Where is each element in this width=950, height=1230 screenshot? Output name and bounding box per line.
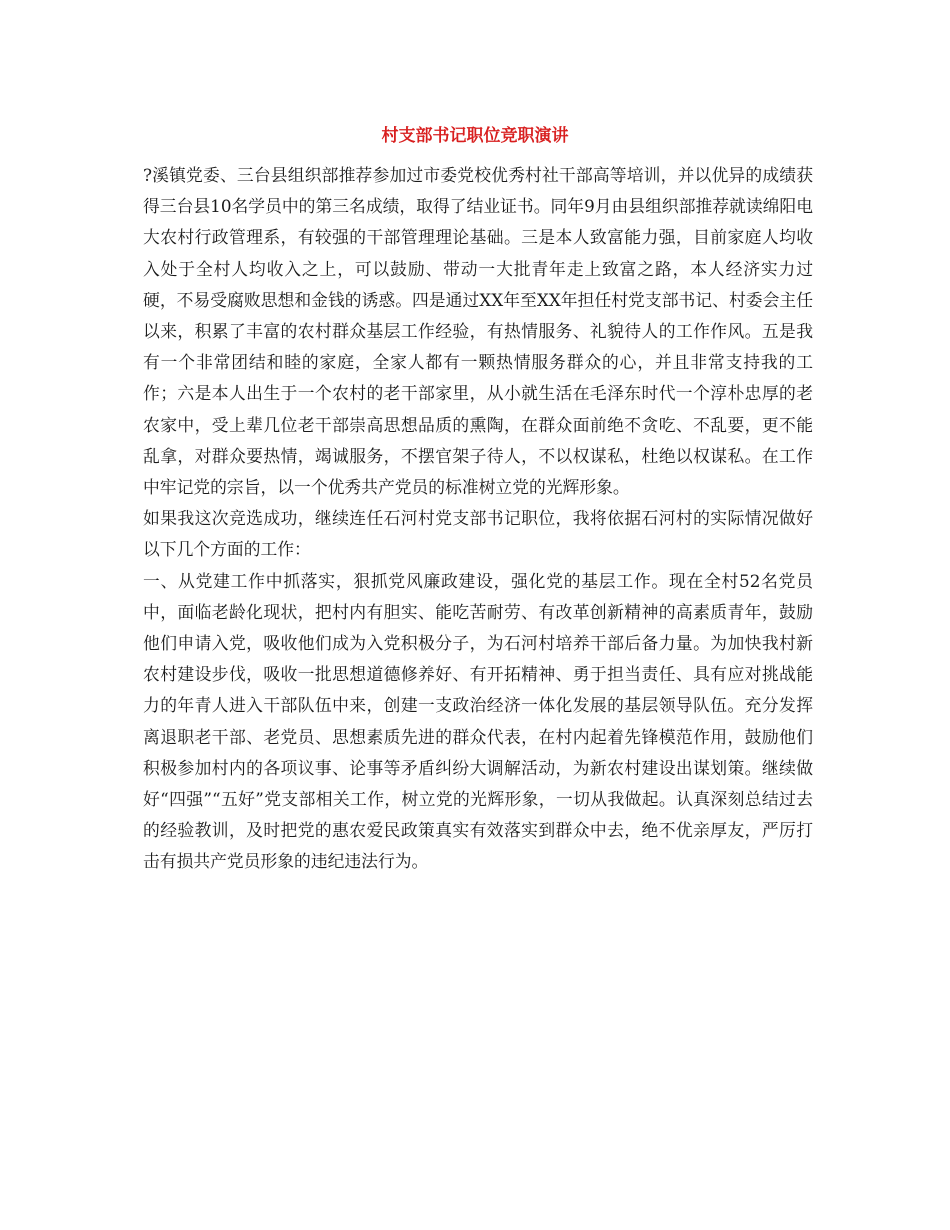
paragraph-2: 如果我这次竞选成功，继续连任石河村党支部书记职位，我将依据石河村的实际情况做好以下几个方面的工作： <box>143 508 813 560</box>
document-title: 村支部书记职位竞职演讲 <box>381 126 569 146</box>
paragraph-3: 一、从党建工作中抓落实，狠抓党风廉政建设，强化党的基层工作。现在全村52名党员中，面临老龄化现状，把村内有胆实、能吃苦耐劳、有改革创新精神的高素质青年，鼓励他们申请入党，吸收他们成为入党积极分子，为石河村培养干部后备力量。为加快我村新农村建设步伐，吸收一批思想道德修养好、有开拓精神、勇于担当责任、具有应对挑战能力的年青人进入干部队伍中来，创建一支政治经济一体化发展的基层领导队伍。充分发挥离退职老干部、老党员、思想素质先进的群众代表，在村内起着先锋模范作用，鼓励他们积极参加村内的各项议事、论事等矛盾纠纷大调解活动，为新农村建设出谋划策。继续做好“四强”“五好”党支部相关工作，树立党的光辉形象，一切从我做起。认真深刻总结过去的经验教训，及时把党的惠农爱民政策真实有效落实到群众中去，绝不优亲厚友，严厉打击有损共产党员形象的违纪违法行为。 <box>143 570 813 872</box>
document-body <box>143 160 813 878</box>
paragraph-1: ?溪镇党委、三台县组织部推荐参加过市委党校优秀村社干部高等培训，并以优异的成绩获得三台县10名学员中的第三名成绩，取得了结业证书。同年9月由县组织部推荐就读绵阳电大农村行政管理系，有较强的干部管理理论基础。三是本人致富能力强，目前家庭人均收入处于全村人均收入之上，可以鼓励、带动一大批青年走上致富之路，本人经济实力过硬，不易受腐败思想和金钱的诱惑。四是通过XX年至XX年担任村党支部书记、村委会主任以来，积累了丰富的农村群众基层工作经验，有热情服务、礼貌待人的工作作风。五是我有一个非常团结和睦的家庭，全家人都有一颗热情服务群众的心，并且非常支持我的工作；六是本人出生于一个农村的老干部家里，从小就生活在毛泽东时代一个淳朴忠厚的老农家中，受上辈几位老干部崇高思想品质的熏陶，在群众面前绝不贪吃、不乱要，更不能乱拿，对群众要热情，竭诚服务，不摆官架子待人，不以权谋私，杜绝以权谋私。在工作中牢记党的宗旨，以一个优秀共产党员的标准树立党的光辉形象。 <box>143 165 813 498</box>
